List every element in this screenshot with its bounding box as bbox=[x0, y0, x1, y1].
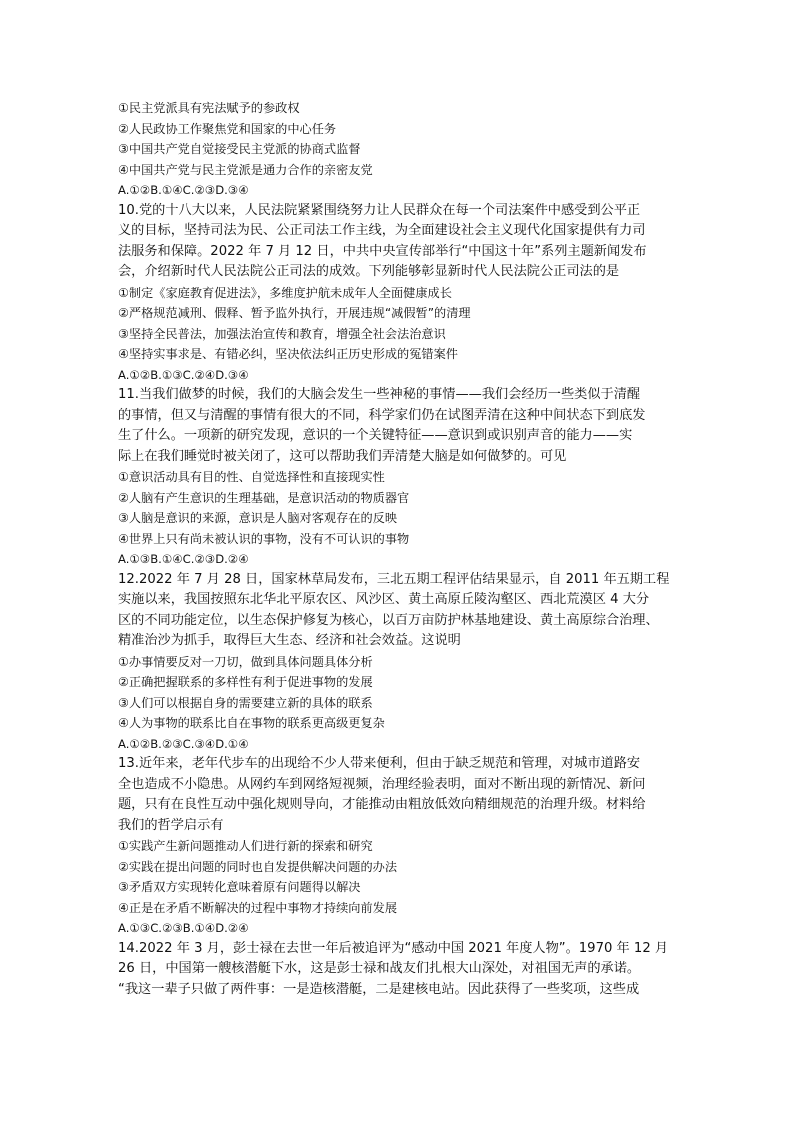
option-line: ④正是在矛盾不断解决的过程中事物才持续向前发展 bbox=[118, 900, 398, 915]
option-line: ④人为事物的联系比自在事物的联系更高级更复杂 bbox=[118, 716, 385, 730]
option-line: ④中国共产党与民主党派是通力合作的亲密友党 bbox=[118, 162, 373, 177]
question-13 bbox=[118, 754, 684, 939]
question-stem-line: 精准治沙为抓手，取得巨大生态、经济和社会效益。这说明 bbox=[118, 633, 461, 648]
question-stem-line: 26 日，中国第一艘核潜艇下水，这是彭士禄和战友们扎根大山深处，对祖国无声的承诺。 bbox=[118, 961, 641, 976]
option-line: ①办事情要反对一刀切，做到具体问题具体分析 bbox=[118, 654, 373, 669]
question-stem-line: 10.党的十八大以来，人民法院紧紧围绕努力让人民群众在每一个司法案件中感受到公平正 bbox=[118, 202, 641, 218]
answer-choices: A.①②B.②③C.③④D.①④ bbox=[118, 736, 249, 751]
question-stem-line: 我们的哲学启示有 bbox=[118, 817, 224, 833]
option-line: ②严格规范减刑、假释、暂予监外执行，开展违规“减假暂”的清理 bbox=[118, 306, 471, 320]
question-stem-line: 12.2022 年 7 月 28 日，国家林草局发布，三北五期工程评估结果显示，自 2011 年五期工程 bbox=[118, 571, 670, 587]
question-11 bbox=[118, 385, 684, 570]
option-line: ②人民政协工作聚焦党和国家的中心任务 bbox=[118, 121, 337, 136]
question-stem-line: 11.当我们做梦的时候，我们的大脑会发生一些神秘的事情——我们会经历一些类似于清醒 bbox=[118, 387, 641, 402]
question-stem-line: 的事情，但又与清醒的事情有很大的不同，科学家们仍在试图弄清在这种中间状态下到底发 bbox=[118, 407, 646, 423]
question-stem-line: 义的目标，坚持司法为民、公正司法工作主线，为全面建设社会主义现代化国家提供有力司 bbox=[118, 223, 646, 238]
option-line: ③坚持全民普法，加强法治宣传和教育，增强全社会法治意识 bbox=[118, 326, 446, 341]
question-stem-line: 法服务和保障。2022 年 7 月 12 日，中共中央宣传部举行“中国这十年”系列主题新闻发布 bbox=[118, 243, 647, 259]
option-line: ③矛盾双方实现转化意味着原有问题得以解决 bbox=[118, 880, 361, 894]
option-line: ③人脑是意识的来源，意识是人脑对客观存在的反映 bbox=[118, 511, 398, 525]
question-stem-line: 全也造成不小隐患。从网约车到网络短视频，治理经验表明，面对不断出现的新情况、新问 bbox=[118, 776, 646, 792]
answer-choices: A.①②B.①④C.②③D.③④ bbox=[118, 183, 249, 197]
question-9-options bbox=[118, 98, 684, 201]
answer-choices: A.①③B.①④C.②③D.②④ bbox=[118, 552, 249, 566]
option-line: ④世界上只有尚未被认识的事物，没有不可认识的事物 bbox=[118, 531, 410, 546]
option-line: ④坚持实事求是、有错必纠，坚决依法纠正历史形成的冤错案件 bbox=[118, 347, 458, 361]
option-line: ①实践产生新问题推动人们进行新的探索和研究 bbox=[118, 839, 373, 853]
question-10 bbox=[118, 201, 684, 386]
question-stem-line: 13.近年来，老年代步车的出现给不少人带来便利，但由于缺乏规范和管理，对城市道路安 bbox=[118, 756, 641, 771]
question-stem-line: 14.2022 年 3 月，彭士禄在去世一年后被追评为“感动中国 2021 年度人物”。1970 年 12 月 bbox=[118, 940, 669, 956]
option-line: ②人脑有产生意识的生理基础，是意识活动的物质器官 bbox=[118, 490, 410, 505]
option-line: ③中国共产党自觉接受民主党派的协商式监督 bbox=[118, 142, 361, 156]
option-line: ①民主党派具有宪法赋予的参政权 bbox=[118, 101, 300, 115]
question-stem-line: “我这一辈子只做了两件事：一是造核潜艇，二是建核电站。因此获得了一些奖项，这些成 bbox=[118, 981, 640, 997]
answer-choices: A.①③C.②③B.①④D.②④ bbox=[118, 921, 249, 935]
question-14 bbox=[118, 939, 684, 1001]
option-line: ①意识活动具有目的性、自觉选择性和直接现实性 bbox=[118, 470, 385, 484]
question-stem-line: 生了什么。一项新的研究发现，意识的一个关键特征——意识到或识别声音的能力——实 bbox=[118, 428, 633, 443]
question-stem-line: 实施以来，我国按照东北华北平原农区、风沙区、黄土高原丘陵沟壑区、西北荒漠区 4 大分 bbox=[118, 592, 650, 607]
answer-choices: A.①②B.①③C.②④D.③④ bbox=[118, 367, 249, 382]
option-line: ③人们可以根据自身的需要建立新的具体的联系 bbox=[118, 695, 373, 710]
question-stem-line: 际上在我们睡觉时被关闭了，这可以帮助我们弄清楚大脑是如何做梦的。可见 bbox=[118, 448, 567, 464]
exam-page bbox=[118, 98, 684, 1000]
option-line: ②实践在提出问题的同时也自发提供解决问题的办法 bbox=[118, 859, 398, 874]
question-stem-line: 区的不同功能定位，以生态保护修复为核心，以百万亩防护林基地建设、黄土高原综合治理、 bbox=[118, 612, 659, 628]
question-12 bbox=[118, 570, 684, 755]
option-line: ①制定《家庭教育促进法》，多维度护航未成年人全面健康成长 bbox=[118, 285, 452, 300]
question-stem-line: 题，只有在良性互动中强化规则导向，才能推动由粗放低效向精细规范的治理升级。材料给 bbox=[118, 797, 646, 812]
option-line: ②正确把握联系的多样性有利于促进事物的发展 bbox=[118, 675, 373, 689]
question-stem-line: 会，介绍新时代人民法院公正司法的成效。下列能够彰显新时代人民法院公正司法的是 bbox=[118, 264, 620, 279]
